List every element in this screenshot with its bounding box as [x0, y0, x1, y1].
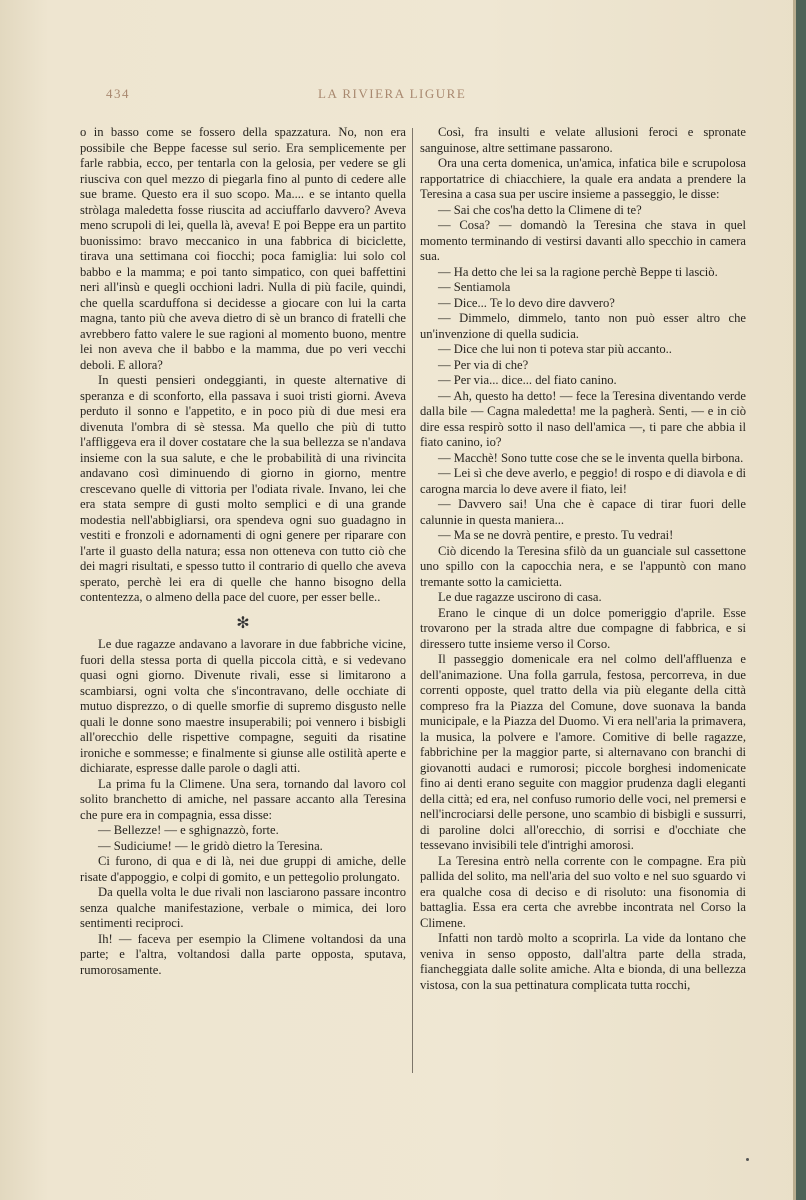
paragraph: — Ma se ne dovrà pentire, e presto. Tu vedrai! [438, 528, 674, 542]
paragraph: Da quella volta le due rivali non lasciarono passare incontro senza qualche manifestazione, verbale o mimica, dei loro sentimenti reciproci. [80, 885, 406, 930]
paragraph: — Lei sì che deve averlo, e peggio! di rospo e di diavola e di carogna marcia lo deve avere il fiato, lei! [420, 466, 746, 496]
paragraph: La Teresina entrò nella corrente con le compagne. Era più pallida del solito, ma nell'aria del suo volto e nel suo sguardo vi era qualche cosa di deciso e di risoluto: una fisonomia di battaglia. Essa era certa che avrebbe incontrata nel Corso la Climene. [420, 853, 746, 930]
paragraph: — Per via... dice... del fiato canino. [438, 373, 617, 387]
paragraph: o in basso come se fossero della spazzatura. No, non era possibile che Beppe facesse sul serio. Era semplicemente per farle rabbia, ecco, per tentarla con la gelosia, per vedere se gli riusciva con quel mezzo di piegarla fino al punto di cedere alle sue brame. Questo era il suo scopo. Ma.... e se intanto quella stròlaga maledetta fosse riuscita ad acciuffarlo davvero? Aveva meno scrupoli di lei, quella là, aveva! E poi Beppe era un partito buonissimo: bravo meccanico in una fabbrica di biciclette, tirava una settimana coi fiocchi; poca famiglia: lui solo col babbo e la mamma; e poi tanto simpatico, con quei baffettini neri all'insù e quegli occhioni ladri. Nulla di più facile, quindi, che quella scarduffona si decidesse a giocare con lui la carta magna, tanto più che aveva dietro di sè un branco di fratelli che avrebbero fatto valere le sue ragioni al momento buono, mentre lei non aveva che il babbo e la mamma, due po veri vecchi deboli. E allora? [80, 125, 406, 372]
paragraph: — Ha detto che lei sa la ragione perchè Beppe ti lasciò. [438, 264, 718, 279]
paragraph: Ci furono, di qua e di là, nei due gruppi di amiche, delle risate d'appoggio, e colpi di gomito, e un pettegolio prolungato. [80, 854, 406, 884]
paragraph: — Sudiciume! — le gridò dietro la Teresina. [98, 838, 323, 853]
paragraph: — Davvero sai! Una che è capace di tirar fuori delle calunnie in questa maniera... [420, 497, 746, 527]
running-header [0, 86, 806, 106]
paragraph: La prima fu la Climene. Una sera, tornando dal lavoro col solito branchetto di amiche, nel passare accanto alla Teresina che pure era in compagnia, essa disse: [80, 776, 406, 822]
ink-speck [746, 1158, 749, 1161]
paragraph: Erano le cinque di un dolce pomeriggio d'aprile. Esse trovarono per la strada altre due compagne di fabbrica, e si diressero tutte insieme verso il Corso. [420, 605, 746, 651]
paragraph: Ih! — faceva per esempio la Climene voltandosi da una parte; e l'altra, voltandosi dalla parte opposta, sputava, rumorosamente. [80, 931, 406, 977]
paragraph: — Sentiamola [438, 280, 511, 294]
paragraph: Ciò dicendo la Teresina sfilò da un guanciale sul cassettone uno spillo con la capocchia nera, e se l'appuntò con mano tremante sotto la camicietta. [420, 543, 746, 589]
page-number: 434 [106, 86, 130, 101]
paragraph: — Sai che cos'ha detto la Climene di te? [438, 202, 642, 217]
paragraph: Ora una certa domenica, un'amica, infatica bile e scrupolosa rapportatrice di chiacchiere, la quale era andata a prendere la Teresina a casa sua per uscire insieme a passeggio, le disse: [420, 156, 746, 201]
paragraph: Le due ragazze andavano a lavorare in due fabbriche vicine, fuori della stessa porta di quella piccola città, e si vedevano quasi ogni giorno. Divenute rivali, esse si limitarono a scambiarsi, ogni volta che s'incontravano, delle occhiate di mutuo disprezzo, o di quelle smorfie di supremo disgusto nelle quali le donne sono maestre insuperabili; poi vennero i bisbigli all'orecchio delle rispettive compagne, seguiti da risatine ironiche e sommesse; e finalmente si giunse alle ostilità aperte e dichiarate, espresse dalle parole o dagli atti. [80, 637, 406, 775]
column-divider [412, 128, 413, 1073]
paragraph: — Bellezze! — e sghignazzò, forte. [98, 823, 279, 837]
paragraph: — Cosa? — domandò la Teresina che stava in quel momento terminando di vestirsi davanti allo specchio in camera sua. [420, 218, 746, 263]
journal-title: LA RIVIERA LIGURE [318, 86, 467, 101]
section-separator: ✻ [236, 614, 250, 632]
paragraph: In questi pensieri ondeggianti, in queste alternative di speranza e di sconforto, ella passava i suoi tristi giorni. Aveva perduto il sonno e l'appetito, e in poco più di due mesi era divenuta l'ombra di sè stessa. Ma quello che più di tutto l'affliggeva era il dover costatare che la sua bellezza se n'andava insieme con la sua salute, e che le probabilità di una rivincita andavano così diminuendo di giorno in giorno, mentre crescevano quelle di vittoria per l'odiata rivale. Invano, lei che era stata sempre di gusti molto semplici e di una grande modestia nell'abbigliarsi, ora spendeva ogni suo guadagno in vestiti e fronzoli e adornamenti di ogni genere per riparare con l'arte il guasto della natura; essa non otteneva con tutto ciò che dei magri risultati, e spesso tutto il contrario di quello che aveva sperato, perchè lei era di quelle che hanno bisogno della contentezza, o almeno della pace del cuore, per esser belle.. [80, 373, 406, 604]
binding-cover [796, 0, 806, 1200]
paragraph: Così, fra insulti e velate allusioni feroci e spronate sanguinose, altre settimane passarono. [420, 125, 746, 155]
paragraph: — Ah, questo ha detto! — fece la Teresina diventando verde dalla bile — Cagna maledetta! me la pagherà. Senti, — e in ciò dire essa respirò sotto il naso dell'amica —, ti pare che abbia il fiato canino, io? [420, 388, 746, 449]
paragraph: — Dice che lui non ti poteva star più accanto.. [438, 342, 672, 356]
paragraph: — Per via di che? [438, 357, 529, 372]
paragraph: Il passeggio domenicale era nel colmo dell'affluenza e dell'animazione. Una folla garrula, festosa, percorreva, in due correnti opposte, quel tratto della via più elegante della città compreso fra la Piazza del Comune, dove suonava la banda municipale, e la Piazza del Duomo. Vi era nell'aria la primavera, la musica, la polvere e l'amore. Comitive di belle ragazze, fabbrichine per la maggior parte, si alternavano con branchi di giovanotti audaci e rumorosi; piccole borghesi indomenicate fino ai denti erano seguite con maggior prudenza dagli eleganti della città; ed era, nel confuso rumorio delle voci, nel premersi e nell'incrociarsi delle persone, uno scambio di bisbigli e sussurri, di paroline dolci all'orecchio, di sorrisi e d'occhiate che tessevano invisibili tele d'intrighi amorosi. [420, 652, 746, 852]
paragraph: Infatti non tardò molto a scoprirla. La vide da lontano che veniva in senso opposto, dall'altra parte della strada, fiancheggiata dalle solite amiche. Alta e bionda, di una bellezza vistosa, con la sua pettinatura complicata tutta rocchi, [420, 931, 746, 992]
paragraph: Le due ragazze uscirono di casa. [438, 590, 602, 604]
text-column-right [420, 125, 746, 993]
paragraph: — Macchè! Sono tutte cose che se le inventa quella birbona. [438, 450, 744, 465]
paragraph: — Dimmelo, dimmelo, tanto non può esser altro che un'invenzione di quella sudicia. [420, 311, 746, 341]
text-column-left [80, 125, 406, 978]
paragraph: — Dice... Te lo devo dire davvero? [438, 295, 615, 310]
